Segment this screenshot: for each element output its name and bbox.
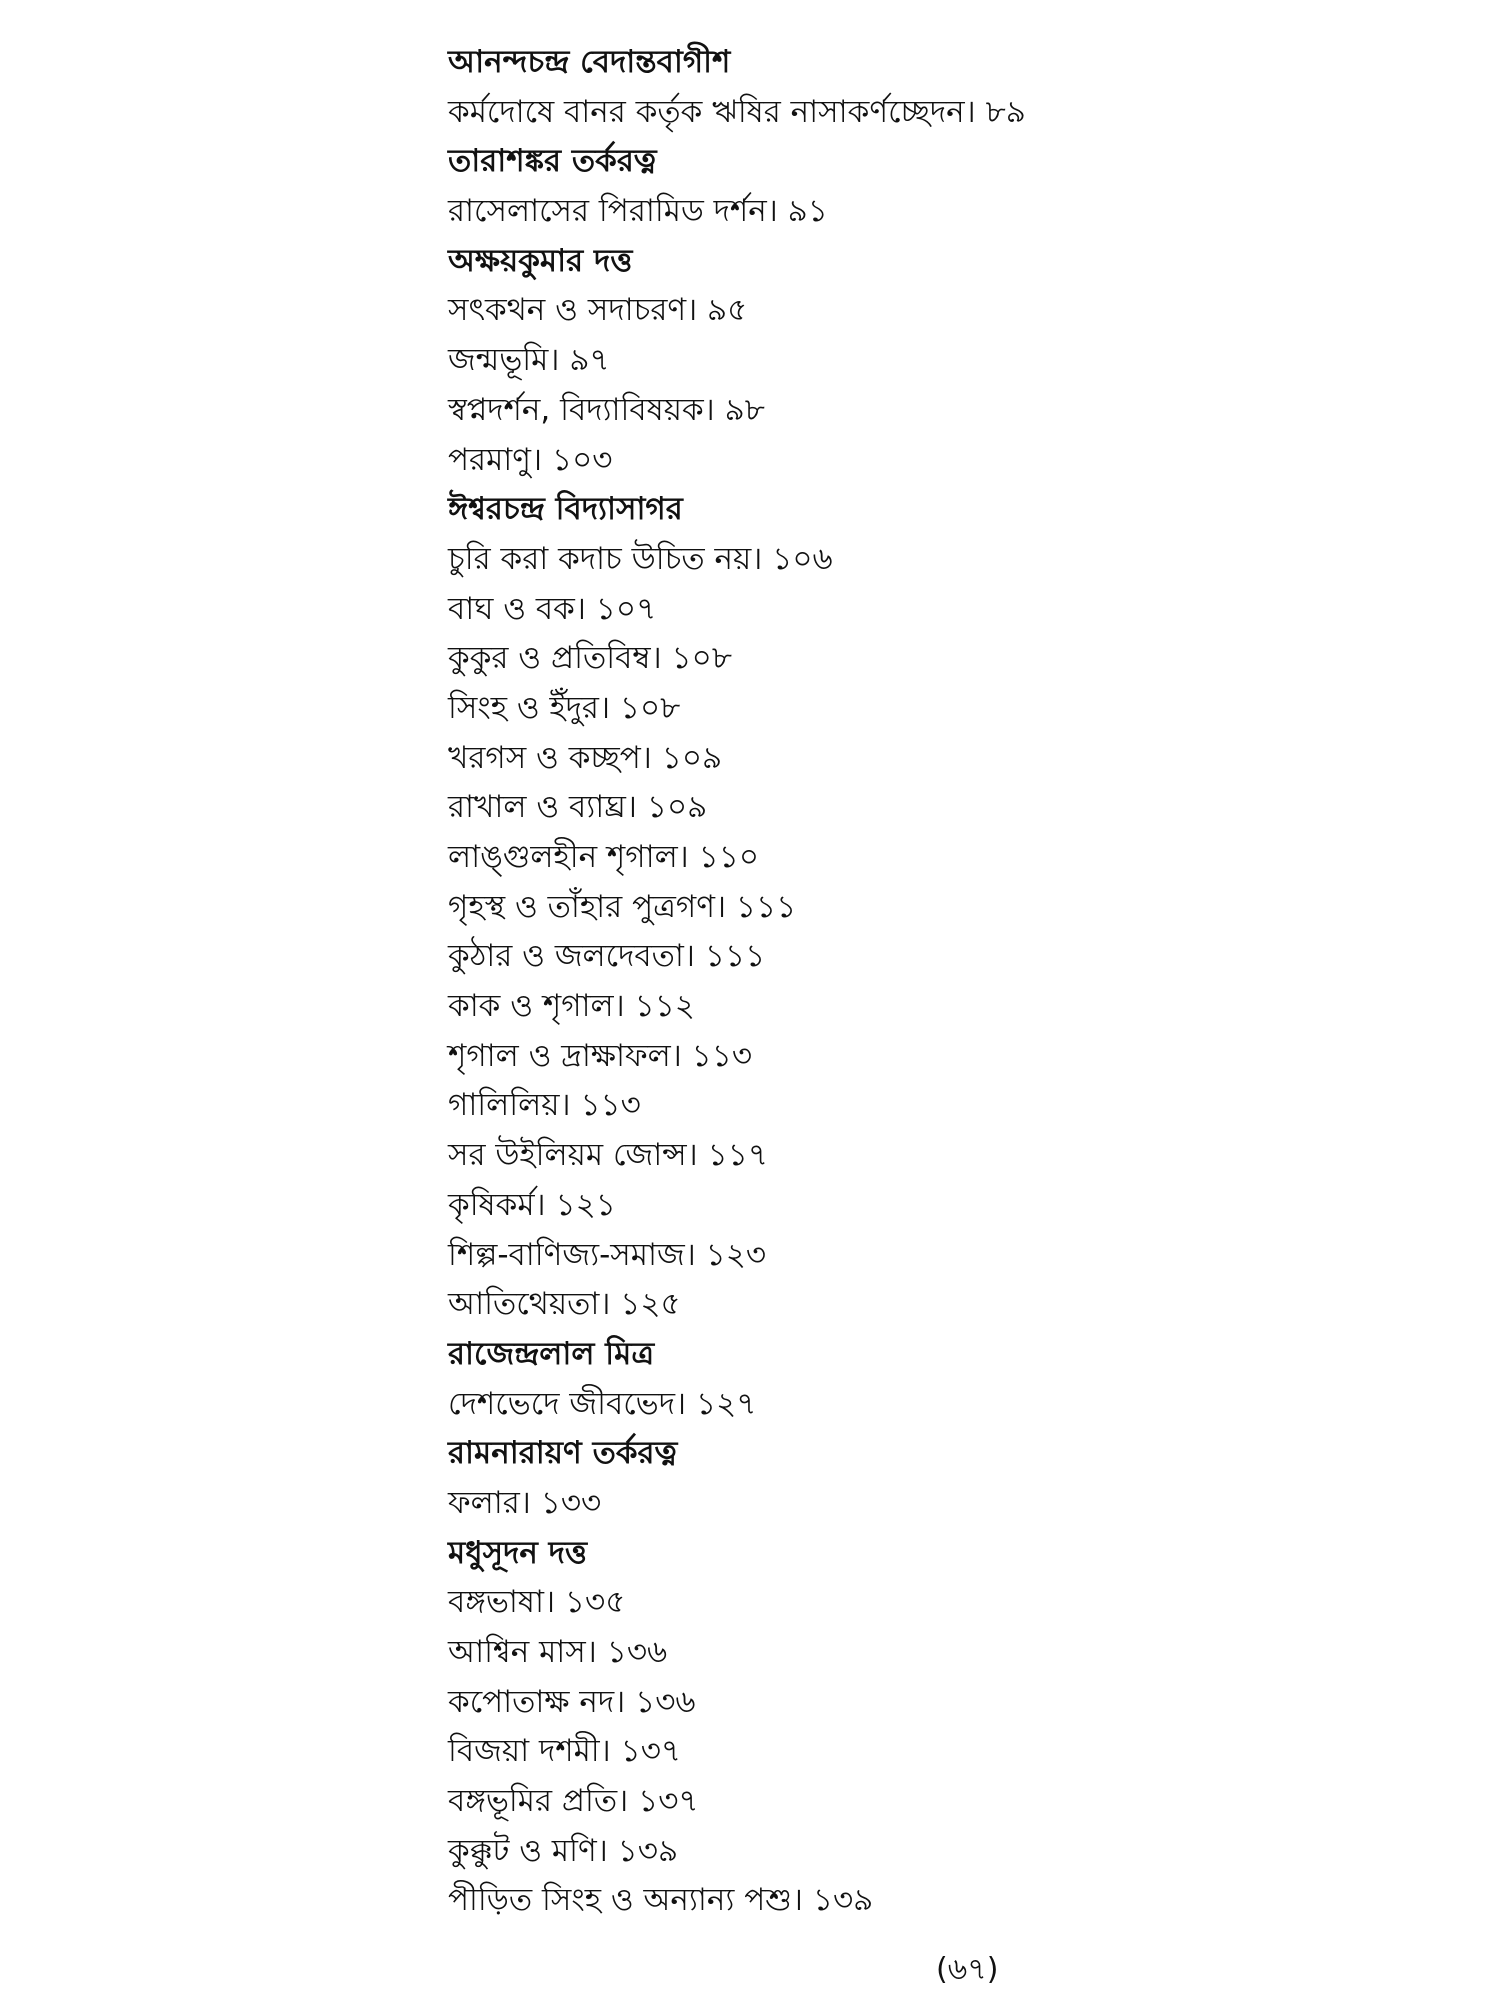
author-heading: মধুসূদন দত্ত [448,1534,588,1571]
table-of-contents [448,38,1448,1926]
author-heading: আনন্দচন্দ্র বেদান্তবাগীশ [448,44,731,80]
toc-entry: চুরি করা কদাচ উচিত নয়। ১০৬ [448,540,833,577]
toc-entry: দেশভেদে জীবভেদ। ১২৭ [448,1385,757,1422]
toc-entry: রাসেলাসের পিরামিড দর্শন। ৯১ [448,193,828,230]
author-heading: রামনারায়ণ তর্করত্ন [448,1435,678,1472]
toc-entry: আতিথেয়তা। ১২৫ [448,1286,681,1323]
toc-entry: আশ্বিন মাস। ১৩৬ [448,1634,668,1670]
toc-entry: জন্মভূমি। ৯৭ [448,342,610,379]
toc-entry: খরগস ও কচ্ছপ। ১০৯ [448,739,723,776]
toc-entry: বাঘ ও বক। ১০৭ [448,590,657,627]
toc-entry: বিজয়া দশমী। ১৩৭ [448,1733,682,1770]
toc-entry: শৃগাল ও দ্রাক্ষাফল। ১১৩ [448,1037,753,1074]
toc-entry: পীড়িত সিংহ ও অন্যান্য পশু। ১৩৯ [448,1882,874,1919]
toc-entry: লাঙ্গুলহীন শৃগাল। ১১০ [448,839,760,875]
toc-entry: গালিলিয়। ১১৩ [448,1087,641,1124]
toc-entry: সর উইলিয়ম জোন্স। ১১৭ [448,1137,768,1174]
author-heading: অক্ষয়কুমার দত্ত [448,242,633,279]
author-heading: ঈশ্বরচন্দ্র বিদ্যাসাগর [448,491,683,528]
toc-entry: রাখাল ও ব্যাঘ্র। ১০৯ [448,789,708,826]
toc-entry: কৃষিকর্ম। ১২১ [448,1186,616,1223]
author-heading: রাজেন্দ্রলাল মিত্র [448,1335,655,1372]
toc-entry: ফলার। ১৩৩ [448,1484,602,1521]
toc-entry: কাক ও শৃগাল। ১১২ [448,988,695,1025]
toc-entry: কপোতাক্ষ নদ। ১৩৬ [448,1683,696,1720]
toc-entry: গৃহস্থ ও তাঁহার পুত্রগণ। ১১১ [448,888,797,925]
toc-entry: স্বপ্নদর্শন, বিদ্যাবিষয়ক। ৯৮ [448,391,765,428]
page-number: (৬৭) [936,1952,999,1987]
toc-entry: কুকুর ও প্রতিবিম্ব। ১০৮ [448,640,732,677]
toc-entry: শিল্প-বাণিজ্য-সমাজ। ১২৩ [448,1236,767,1273]
toc-entry: কুক্কুট ও মণি। ১৩৯ [448,1832,679,1869]
toc-entry: সৎকথন ও সদাচরণ। ৯৫ [448,292,748,329]
toc-entry: বঙ্গভূমির প্রতি। ১৩৭ [448,1783,699,1820]
toc-entry: কুঠার ও জলদেবতা। ১১১ [448,938,766,975]
toc-entry: পরমাণু। ১০৩ [448,441,613,478]
toc-entry: বঙ্গভাষা। ১৩৫ [448,1584,626,1621]
toc-entry: সিংহ ও ইঁদুর। ১০৮ [448,689,681,726]
toc-entry: কর্মদোষে বানর কর্তৃক ঋষির নাসাকর্ণচ্ছেদন। ৮৯ [448,93,1026,130]
author-heading: তারাশঙ্কর তর্করত্ন [448,143,657,180]
